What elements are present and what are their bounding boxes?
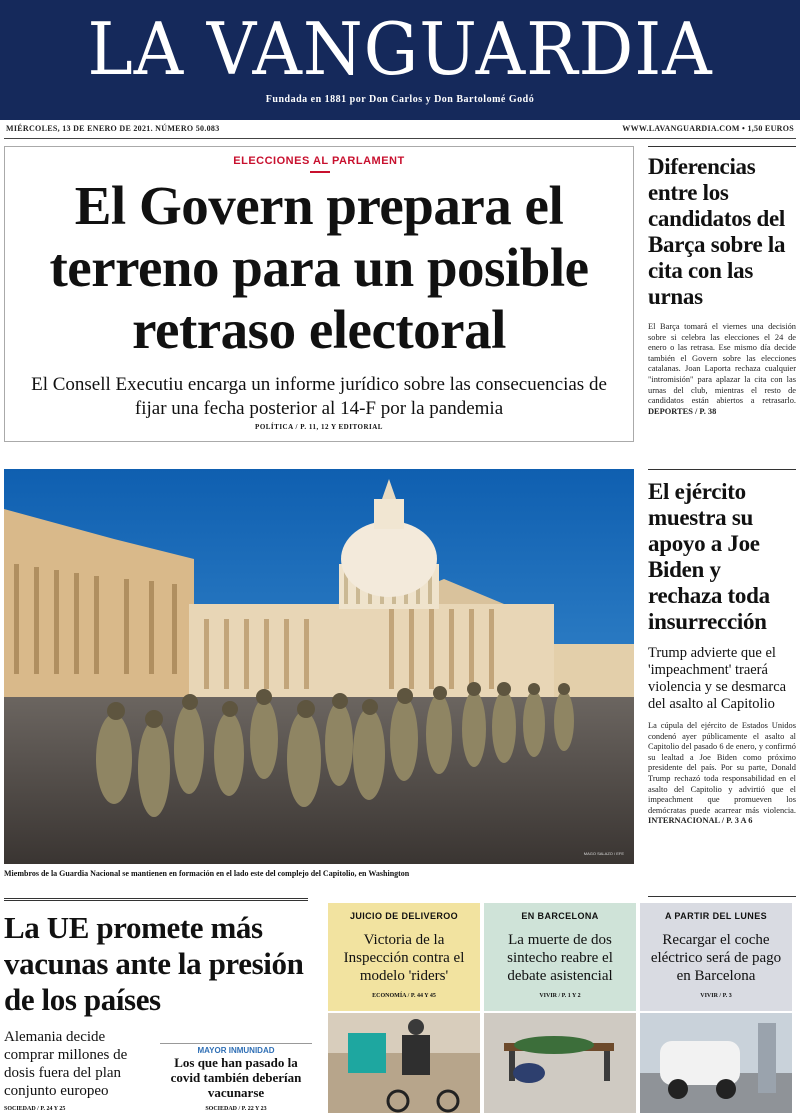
inmunidad-kicker: MAYOR INMUNIDAD xyxy=(160,1043,312,1055)
teaser-page-ref: VIVIR / P. 1 Y 2 xyxy=(539,993,581,999)
photo-credit: MAGO SALAZO / EFE xyxy=(583,851,624,856)
teaser-page-ref: VIVIR / P. 3 xyxy=(700,993,732,999)
teaser-kicker: JUICIO DE DELIVEROO xyxy=(349,911,459,921)
teaser-headline[interactable]: Victoria de la Inspección contra el modelo 'riders' xyxy=(343,932,465,984)
sintecho-teaser[interactable] xyxy=(484,903,636,1011)
lead-story[interactable] xyxy=(4,146,634,442)
kicker-underline xyxy=(310,171,330,173)
teaser-headline[interactable]: La muerte de dos sintecho reabre el debate asistencial xyxy=(507,932,613,984)
dateline xyxy=(6,124,794,138)
masthead xyxy=(0,0,800,120)
divider xyxy=(648,896,796,897)
barca-body xyxy=(648,322,796,417)
electric-car-image xyxy=(640,1013,792,1113)
barca-story[interactable] xyxy=(648,154,796,417)
lead-page-ref: POLÍTICA / P. 11, 12 Y EDITORIAL xyxy=(255,423,383,431)
issue-date: MIÉRCOLES, 13 DE ENERO DE 2021. NÚMERO 50.083 xyxy=(6,124,220,133)
capitol-photo[interactable] xyxy=(4,469,634,864)
biden-headline[interactable]: El ejército muestra su apoyo a Joe Biden y rechaza toda insurrección xyxy=(648,479,770,634)
masthead-title: LA VANGUARDIA xyxy=(87,7,713,91)
teaser-headline[interactable]: Recargar el coche eléctrico será de pago en Barcelona xyxy=(650,932,782,984)
coche-electrico-photo[interactable] xyxy=(640,1013,792,1113)
barca-body-text: El Barça tomará el viernes una decisión sobre si celebra las elecciones el 24 de enero o las retrasa. Ese mismo día decide también el Govern sobre las elecciones catalanas. Joan Laporta rechaza cualquier "intromisión" para aplazar la cita con las urnas del club, mientras el resto de candidatos están abiertos a retrasarlo. xyxy=(648,322,796,406)
biden-deck: Trump advierte que el 'impeachment' traerá violencia y se desmarca del asalto al Capitolio xyxy=(648,645,787,712)
rider-image xyxy=(328,1013,480,1113)
photo-caption: Miembros de la Guardia Nacional se mantienen en formación en el lado este del complejo del Capitolio, en Washington xyxy=(4,869,410,878)
website-link[interactable]: WWW.LAVANGUARDIA.COM xyxy=(622,124,740,133)
masthead-subtitle: Fundada en 1881 por Don Carlos y Don Bartolomé Godó xyxy=(265,94,535,105)
biden-story[interactable] xyxy=(648,479,796,827)
dateline-right: WWW.LAVANGUARDIA.COM • 1,50 EUROS xyxy=(622,124,794,133)
divider xyxy=(4,898,308,901)
barca-headline[interactable]: Diferencias entre los candidatos del Barça sobre la cita con las urnas xyxy=(648,154,786,309)
teaser-kicker: A PARTIR DEL LUNES xyxy=(664,911,768,921)
coche-electrico-teaser[interactable] xyxy=(640,903,792,1011)
lead-headline[interactable]: El Govern prepara el terreno para un posible retraso electoral xyxy=(49,175,589,360)
divider xyxy=(648,469,796,470)
inmunidad-page-ref: SOCIEDAD / P. 22 Y 23 xyxy=(205,1106,267,1112)
teaser-kicker: EN BARCELONA xyxy=(521,911,599,921)
price: 1,50 EUROS xyxy=(747,124,794,133)
divider xyxy=(4,138,796,139)
biden-body-text: La cúpula del ejército de Estados Unidos condenó ayer públicamente el asalto al Capitolio del pasado 6 de enero, y confirmó su lealtad a Joe Biden como próximo presidente del país. Por su parte, Donald Trump rechazó toda responsabilidad en el asalto del Capitolio y advirtió que el impeachment que promueven los demócratas puede acarrear más violencia. xyxy=(648,721,796,815)
ue-headline[interactable]: La UE promete más vacunas ante la presión de los países xyxy=(4,910,304,1017)
deliveroo-photo[interactable] xyxy=(328,1013,480,1113)
sintecho-photo[interactable] xyxy=(484,1013,636,1113)
ue-deck: Alemania decide comprar millones de dosis fuera del plan conjunto europeo xyxy=(4,1029,128,1099)
biden-body xyxy=(648,721,796,827)
lead-kicker: ELECCIONES AL PARLAMENT xyxy=(233,155,405,167)
capitol-image xyxy=(4,469,634,864)
divider xyxy=(648,146,796,147)
barca-page-ref: DEPORTES / P. 38 xyxy=(648,406,717,416)
teaser-page-ref: ECONOMÍA / P. 44 Y 45 xyxy=(372,993,436,999)
ue-page-ref: SOCIEDAD / P. 24 Y 25 xyxy=(4,1106,66,1112)
homeless-bench-image xyxy=(484,1013,636,1113)
biden-page-ref: INTERNACIONAL / P. 3 A 6 xyxy=(648,816,753,826)
deliveroo-teaser[interactable] xyxy=(328,903,480,1011)
inmunidad-headline[interactable]: Los que han pasado la covid también deberían vacunarse xyxy=(170,1055,302,1100)
lead-deck: El Consell Executiu encarga un informe jurídico sobre las consecuencias de fijar una fecha posterior al 14-F por la pandemia xyxy=(31,374,607,419)
